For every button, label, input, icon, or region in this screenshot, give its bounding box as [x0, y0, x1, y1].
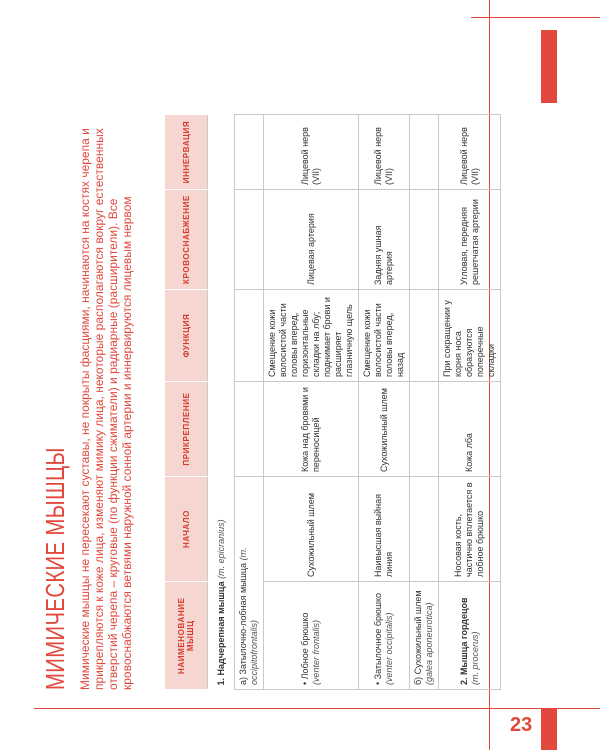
nerve-cell: Лицевой нерв (VII): [439, 115, 501, 190]
muscle-name: 2. Мышца гордецов: [458, 597, 469, 685]
section-label: 1. Надчерепная мышца: [215, 581, 226, 686]
function-cell: При сокращении у корня носа образуются поперечные складки: [439, 290, 501, 382]
chapter-tab: [541, 30, 557, 103]
rotated-page: [40, 40, 500, 690]
insertion-cell: Кожа лба: [439, 382, 501, 477]
subsection-cell: [410, 582, 439, 690]
origin-cell: Наивысшая выйная линия: [359, 477, 410, 582]
origin-cell: Носовая кость, частично вплетается в лобное брюшко: [439, 477, 501, 582]
table-row: [439, 115, 501, 690]
table-row: [235, 115, 264, 690]
table-row: [264, 115, 359, 690]
page-number: 23: [510, 714, 533, 736]
table-row: [410, 115, 439, 690]
muscle-name-cell: [359, 582, 410, 690]
section-latin: (m. epicranius): [215, 519, 226, 579]
function-cell: Смещение кожи волосистой части головы вперед, назад: [359, 290, 410, 382]
header-function: ФУНКЦИЯ: [165, 290, 208, 382]
insertion-cell: Кожа над бровями и переносицей: [264, 382, 359, 477]
table-row: [208, 115, 235, 690]
page-title: МИМИЧЕСКИЕ МЫШЦЫ: [40, 447, 70, 690]
muscle-latin: (venter frontalis): [311, 619, 321, 685]
intro-paragraph: Мимические мышцы не пересекают суставы, не покрыты фасциями, начинаются на костях черепа и прикрепляются к коже лица, изменяют мимику лица, некоторые располагаются вокруг естественных отверстий черепа – круговые (по функции сжиматели) и радиарные (расширители). Все кровоснабжаются ветвями наружной сонной артерии и иннервируются лицевым нервом: [78, 128, 134, 690]
blood-cell: Лицевая артерия: [264, 190, 359, 290]
header-name: НАИМЕНОВАНИЕ МЫШЦ: [165, 582, 208, 690]
subsection-latin: (m. occipitofrontalis): [238, 547, 259, 685]
nerve-cell: Лицевой нерв (VII): [359, 115, 410, 190]
header-origin: НАЧАЛО: [165, 477, 208, 582]
insertion-cell: Сухожильный шлем: [359, 382, 410, 477]
subsection-label: а) Затылочно-лобная мышца: [238, 562, 248, 685]
nerve-cell: Лицевой нерв (VII): [264, 115, 359, 190]
header-blood-supply: КРОВОСНАБЖЕНИЕ: [165, 190, 208, 290]
origin-cell: Сухожильный шлем: [264, 477, 359, 582]
muscle-latin: (venter occipitalis): [384, 612, 394, 685]
muscle-name: • Лобное брюшко: [300, 612, 310, 685]
table-row: [359, 115, 410, 690]
header-insertion: ПРИКРЕПЛЕНИЕ: [165, 382, 208, 477]
muscle-latin: (m. procerus): [469, 631, 480, 685]
section-cell: [208, 115, 235, 690]
blood-cell: Угловая, передняя решетчатая артерии: [439, 190, 501, 290]
table-header-row: [165, 115, 208, 690]
header-innervation: ИННЕРВАЦИЯ: [165, 115, 208, 190]
blood-cell: Задняя ушная артерия: [359, 190, 410, 290]
muscle-name-cell: [439, 582, 501, 690]
subsection-latin: (galea aponeurotica): [424, 602, 434, 685]
top-rule: [471, 17, 600, 18]
page-number-tab: [541, 709, 557, 750]
muscle-name-cell: [264, 582, 359, 690]
muscle-name: • Затылочное брюшко: [373, 593, 383, 685]
muscles-table: [165, 114, 501, 690]
footer-rule: [34, 708, 600, 709]
function-cell: Смещение кожи волосистой части головы вперед, горизонтальные складки на лбу; поднимает брови и расширяет глазничную щель: [264, 290, 359, 382]
subsection-cell: [235, 477, 264, 690]
subsection-label: б) Сухожильный шлем: [413, 590, 423, 685]
